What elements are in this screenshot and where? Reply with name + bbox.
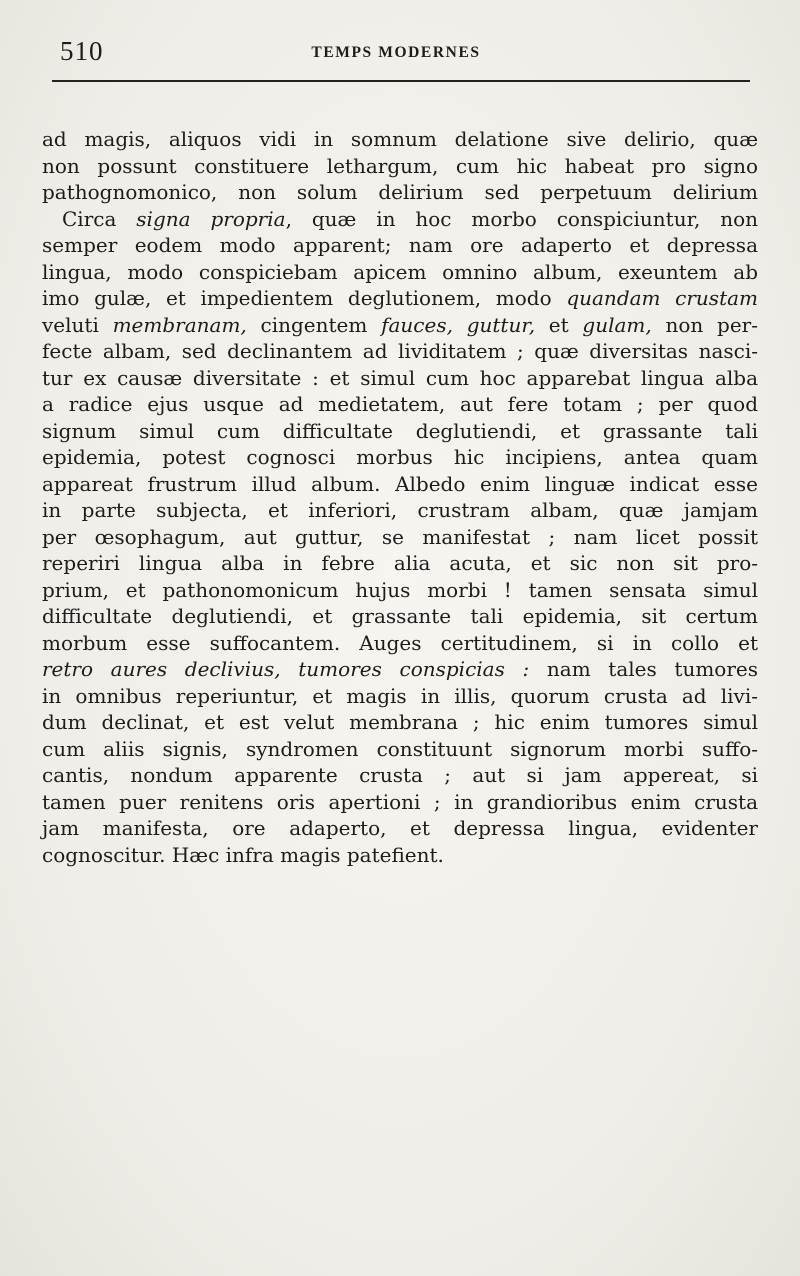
- text-line: [42, 338, 758, 365]
- text-run: cognoscitur. Hæc infra magis patefient.: [42, 842, 444, 867]
- text-line: [42, 683, 758, 710]
- text-line: [42, 577, 758, 604]
- text-run: semper eodem modo apparent; nam ore adaperto et depressa: [42, 233, 758, 257]
- text-run: a radice ejus usque ad medietatem, aut fere totam ; per quod: [42, 392, 758, 416]
- text-line: [42, 762, 758, 789]
- text-line: [42, 444, 758, 471]
- body-text: [42, 126, 758, 868]
- text-run: prium, et pathonomonicum hujus morbi ! tamen sensata simul: [42, 577, 758, 602]
- text-line: [42, 656, 758, 683]
- text-line: [42, 709, 758, 736]
- text-run: imo gulæ, et impedientem deglutionem, modo: [42, 286, 567, 310]
- text-run: dum declinat, et est velut membrana ; hic enim tumores simul: [42, 710, 758, 734]
- italic-text: signa propria: [136, 206, 286, 231]
- text-run: reperiri lingua alba in febre alia acuta, et sic non sit pro-: [42, 551, 758, 575]
- text-run: signum simul cum difficultate deglutiendi, et grassante tali: [42, 418, 758, 443]
- text-run: in parte subjecta, et inferiori, crustram albam, quæ jamjam: [42, 498, 758, 522]
- page-header: [40, 36, 752, 66]
- text-run: fecte albam, sed declinantem ad lividitatem ; quæ diversitas nasci-: [42, 339, 758, 363]
- text-line: [42, 603, 758, 630]
- text-run: pathognomonico, non solum delirium sed perpetuum delirium: [42, 180, 758, 204]
- italic-text: quandam crustam: [566, 286, 759, 310]
- text-run: appareat frustrum illud album. Albedo enim linguæ indicat esse: [42, 471, 758, 496]
- text-line: [42, 312, 758, 339]
- text-line: [42, 630, 758, 657]
- text-line: [42, 391, 758, 418]
- text-run: veluti: [42, 312, 113, 337]
- text-line: [42, 285, 758, 312]
- italic-text: retro aures declivius, tumores conspicias :: [42, 657, 530, 681]
- text-run: in omnibus reperiuntur, et magis in illis, quorum crusta ad livi-: [42, 683, 758, 708]
- text-line: [42, 365, 758, 392]
- text-run: per œsophagum, aut guttur, se manifestat ; nam licet possit: [42, 524, 758, 549]
- text-run: difficultate deglutiendi, et grassante tali epidemia, sit certum: [42, 604, 758, 628]
- text-line: [42, 736, 758, 763]
- text-line: [42, 497, 758, 524]
- text-run: morbum esse suffocantem. Auges certitudinem, si in collo et: [42, 630, 758, 655]
- text-line: [42, 259, 758, 286]
- text-run: epidemia, potest cognosci morbus hic incipiens, antea quam: [42, 445, 758, 469]
- text-line: [42, 153, 758, 180]
- text-line: [42, 232, 758, 259]
- text-line: [42, 418, 758, 445]
- text-line: [42, 179, 758, 206]
- text-line: [42, 206, 758, 233]
- text-line: [42, 789, 758, 816]
- text-run: cum aliis signis, syndromen constituunt signorum morbi suffo-: [42, 736, 758, 761]
- header-rule: [52, 80, 750, 82]
- italic-text: gulam,: [582, 312, 652, 337]
- text-line: [42, 524, 758, 551]
- text-line: [42, 815, 758, 842]
- text-line: [42, 471, 758, 498]
- italic-text: membranam,: [112, 312, 247, 337]
- text-run: cingentem: [246, 312, 382, 337]
- text-run: jam manifesta, ore adaperto, et depressa lingua, evidenter: [42, 816, 758, 840]
- text-run: cantis, nondum apparente crusta ; aut si jam appereat, si: [42, 763, 758, 787]
- text-run: non possunt constituere lethargum, cum hic habeat pro signo: [42, 153, 758, 178]
- running-head: TEMPS MODERNES: [311, 44, 481, 61]
- text-run: tamen puer renitens oris apertioni ; in grandioribus enim crusta: [42, 789, 758, 814]
- text-run: tur ex causæ diversitate : et simul cum hoc apparebat lingua alba: [42, 365, 758, 390]
- text-line: [42, 842, 758, 869]
- page-number: 510: [60, 36, 104, 66]
- text-line: [42, 126, 758, 153]
- text-run: et: [535, 312, 583, 337]
- text-run: Circa: [62, 206, 137, 231]
- text-line: [42, 550, 758, 577]
- text-run: non per-: [651, 312, 758, 337]
- italic-text: fauces, guttur,: [381, 312, 536, 337]
- text-run: nam tales tumores: [529, 657, 758, 681]
- text-run: lingua, modo conspiciebam apicem omnino album, exeuntem ab: [42, 259, 758, 284]
- text-run: ad magis, aliquos vidi in somnum delatione sive delirio, quæ: [42, 127, 758, 151]
- text-run: , quæ in hoc morbo conspiciuntur, non: [285, 206, 759, 231]
